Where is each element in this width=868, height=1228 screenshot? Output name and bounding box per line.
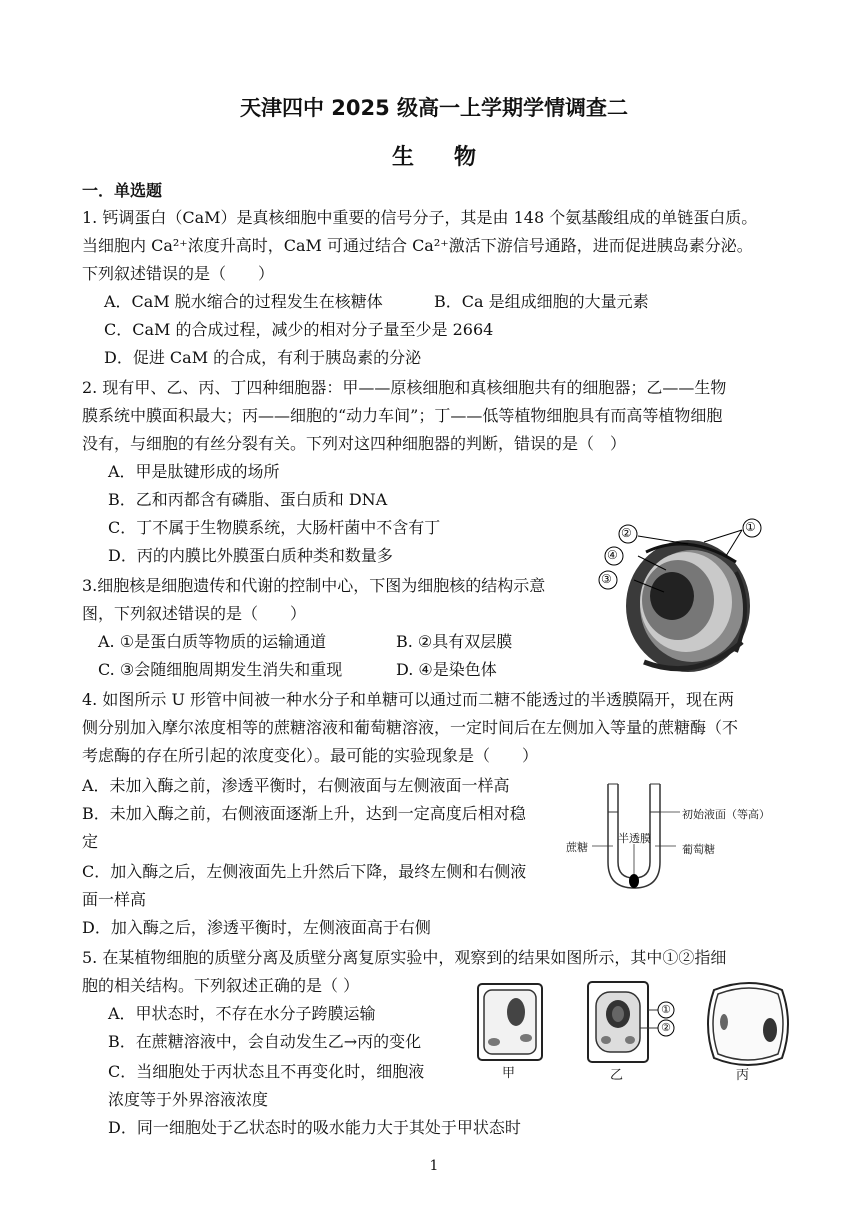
question-1-option-b: B．Ca 是组成细胞的大量元素	[434, 292, 649, 311]
question-5-option-b: B．在蔗糖溶液中，会自动发生乙→丙的变化	[108, 1032, 422, 1051]
question-5-option-c: C．当细胞处于丙状态且不再变化时，细胞液	[108, 1062, 425, 1081]
u-tube-label-left: 蔗糖	[566, 841, 588, 854]
plant-cell-caption-bing: 丙	[736, 1068, 750, 1083]
question-1-line-2: 当细胞内 Ca²⁺浓度升高时，CaM 可通过结合 Ca²⁺激活下游信号通路，进而促进胰岛素分泌。	[82, 236, 753, 255]
question-5-line-2: 胞的相关结构。下列叙述正确的是（ ）	[82, 976, 360, 995]
nucleus-label-3: ③	[601, 572, 612, 586]
question-1-line-1: 1. 钙调蛋白（CaM）是真核细胞中重要的信号分子，其是由 148 个氨基酸组成的单链蛋白质。	[82, 208, 758, 227]
u-tube-figure	[560, 776, 790, 892]
question-4-option-c: C．加入酶之后，左侧液面先上升然后下降，最终左侧和右侧液	[82, 862, 527, 881]
question-4-option-d: D．加入酶之后，渗透平衡时，左侧液面高于右侧	[82, 918, 431, 937]
question-4-option-a: A．未加入酶之前，渗透平衡时，右侧液面与左侧液面一样高	[82, 776, 510, 795]
question-5-option-c-cont: 浓度等于外界溶液浓度	[108, 1090, 269, 1109]
question-2-line-3: 没有，与细胞的有丝分裂有关。下列对这四种细胞器的判断，错误的是（ ）	[82, 434, 627, 453]
question-2-option-d: D．丙的内膜比外膜蛋白质种类和数量多	[108, 546, 393, 565]
question-2-line-1: 2. 现有甲、乙、丙、丁四种细胞器：甲——原核细胞和真核细胞共有的细胞器；乙——生物	[82, 378, 727, 397]
u-tube-label-membrane: 半透膜	[618, 832, 651, 845]
question-2-option-a: A．甲是肽键形成的场所	[108, 462, 280, 481]
question-4-option-b: B．未加入酶之前，右侧液面逐渐上升，达到一定高度后相对稳	[82, 804, 526, 823]
question-1-line-3: 下列叙述错误的是（ ）	[82, 264, 275, 283]
question-1-option-c: C．CaM 的合成过程，减少的相对分子量至少是 2664	[104, 320, 494, 339]
nucleus-figure	[596, 512, 772, 678]
question-4-line-2: 侧分别加入摩尔浓度相等的蔗糖溶液和葡萄糖溶液，一定时间后在左侧加入等量的蔗糖酶（不	[82, 718, 739, 737]
question-3-line-2: 图，下列叙述错误的是（ ）	[82, 604, 307, 623]
question-1-option-d: D．促进 CaM 的合成，有利于胰岛素的分泌	[104, 348, 422, 367]
question-5-option-d: D．同一细胞处于乙状态时的吸水能力大于其处于甲状态时	[108, 1118, 521, 1137]
question-4-line-1: 4. 如图所示 U 形管中间被一种水分子和单糖可以通过而二糖不能透过的半透膜隔开，现在两	[82, 690, 735, 709]
question-2-option-c: C．丁不属于生物膜系统，大肠杆菌中不含有丁	[108, 518, 441, 537]
question-4-line-3: 考虑酶的存在所引起的浓度变化）。最可能的实验现象是（ ）	[82, 746, 539, 765]
nucleus-label-1: ①	[745, 520, 756, 534]
question-1-option-a: A．CaM 脱水缩合的过程发生在核糖体	[104, 292, 383, 311]
plant-cell-caption-yi: 乙	[610, 1068, 624, 1083]
question-2-line-2: 膜系统中膜面积最大；丙——细胞的“动力车间”；丁——低等植物细胞具有而高等植物细胞	[82, 406, 723, 425]
question-4-option-b-cont: 定	[82, 832, 99, 851]
nucleus-label-4: ④	[607, 548, 618, 562]
question-5-option-a: A．甲状态时，不存在水分子跨膜运输	[108, 1004, 376, 1023]
question-3-option-a: A. ①是蛋白质等物质的运输通道	[98, 632, 327, 651]
plant-cell-figure	[470, 978, 800, 1082]
question-3-option-c: C. ③会随细胞周期发生消失和重现	[98, 660, 343, 679]
question-3-option-d: D. ④是染色体	[396, 660, 497, 679]
section-heading: 一．单选题	[82, 181, 163, 200]
nucleus-label-2: ②	[621, 526, 632, 540]
question-3-option-b: B. ②具有双层膜	[396, 632, 513, 651]
plant-cell-label-2: ②	[661, 1021, 671, 1034]
u-tube-label-initial: 初始液面（等高）	[682, 808, 770, 821]
plant-cell-caption-jia: 甲	[502, 1066, 516, 1081]
question-4-option-c-cont: 面一样高	[82, 890, 147, 909]
question-5-line-1: 5. 在某植物细胞的质壁分离及质壁分离复原实验中，观察到的结果如图所示，其中①②指细	[82, 948, 727, 967]
subject-title: 生物	[391, 145, 516, 170]
question-2-option-b: B．乙和丙都含有磷脂、蛋白质和 DNA	[108, 490, 388, 509]
u-tube-label-right: 葡萄糖	[682, 843, 715, 856]
plant-cell-label-1: ①	[661, 1003, 671, 1016]
exam-title: 天津四中 2025 级高一上学期学情调查二	[239, 96, 629, 120]
page-number: 1	[429, 1158, 439, 1174]
question-3-line-1: 3.细胞核是细胞遗传和代谢的控制中心，下图为细胞核的结构示意	[82, 576, 546, 595]
